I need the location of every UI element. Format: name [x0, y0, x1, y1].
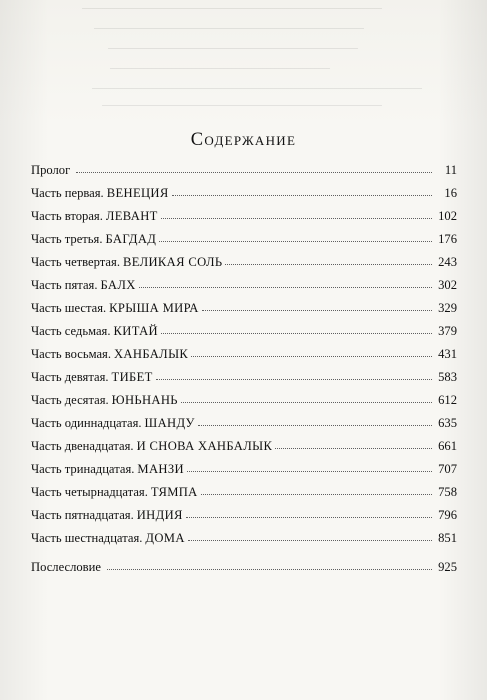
- toc-page-number: 635: [438, 416, 457, 430]
- toc-entry-name: И СНОВА ХАНБАЛЫК: [136, 439, 273, 453]
- toc-entry-label: [31, 298, 199, 318]
- toc-entry-prefix: Часть тринадцатая.: [31, 462, 135, 476]
- dot-leader: [275, 448, 432, 449]
- toc-row: [31, 252, 457, 272]
- dot-leader: [107, 569, 432, 570]
- toc-page-number: 102: [438, 209, 457, 223]
- toc-entry-prefix: Часть двенадцатая.: [31, 439, 134, 453]
- toc-entry-label: [31, 160, 73, 180]
- dot-leader: [187, 471, 432, 472]
- toc-page-number: 302: [438, 278, 457, 292]
- dot-leader: [159, 241, 432, 242]
- toc-entry-label: [31, 528, 185, 548]
- toc-row: [31, 229, 457, 249]
- toc-entry-name: ДОМА: [145, 531, 185, 545]
- toc-entry-prefix: Пролог: [31, 163, 71, 177]
- toc-entry-prefix: Послесловие: [31, 560, 101, 574]
- toc-entry-label: [31, 367, 153, 387]
- toc-entry-name: КИТАЙ: [113, 324, 158, 338]
- toc-entry-name: КРЫША МИРА: [109, 301, 199, 315]
- toc-entry-label: [31, 252, 222, 272]
- toc-row: [31, 482, 457, 502]
- toc-row: [31, 436, 457, 456]
- toc-entry-prefix: Часть одиннадцатая.: [31, 416, 142, 430]
- toc-row: [31, 298, 457, 318]
- toc-row: [31, 206, 457, 226]
- toc-page-number: 661: [438, 439, 457, 453]
- toc-entry-name: МАНЗИ: [137, 462, 184, 476]
- toc-page-number: 243: [438, 255, 457, 269]
- toc-entry-prefix: Часть восьмая.: [31, 347, 111, 361]
- toc-entry-prefix: Часть третья.: [31, 232, 103, 246]
- toc-entry-prefix: Часть первая.: [31, 186, 104, 200]
- toc-entry-prefix: Часть пятнадцатая.: [31, 508, 134, 522]
- toc-entry-prefix: Часть четырнадцатая.: [31, 485, 148, 499]
- toc-entry-prefix: Часть девятая.: [31, 370, 109, 384]
- dot-leader: [186, 517, 432, 518]
- dot-leader: [172, 195, 432, 196]
- dot-leader: [76, 172, 432, 173]
- bleed-line: [108, 48, 358, 49]
- toc-row: [31, 505, 457, 525]
- bleed-line: [82, 8, 382, 9]
- toc-entry-name: ЛЕВАНТ: [105, 209, 158, 223]
- toc-row: [31, 160, 457, 180]
- toc-entry-label: [31, 436, 272, 456]
- toc-page-number: 612: [438, 393, 457, 407]
- toc-entry-prefix: Часть четвертая.: [31, 255, 120, 269]
- toc-entry-label: [31, 229, 156, 249]
- toc-entry-name: ИНДИЯ: [136, 508, 183, 522]
- toc-entry-name: ВЕНЕЦИЯ: [106, 186, 169, 200]
- toc-page-number: 379: [438, 324, 457, 338]
- toc-entry-label: [31, 413, 195, 433]
- toc-entry-label: [31, 505, 183, 525]
- bleed-line: [110, 68, 330, 69]
- toc-row: [31, 557, 457, 577]
- toc-row: [31, 183, 457, 203]
- dot-leader: [161, 333, 432, 334]
- toc-entry-name: БАГДАД: [105, 232, 157, 246]
- toc-entry-prefix: Часть пятая.: [31, 278, 98, 292]
- toc-entry-name: БАЛХ: [100, 278, 136, 292]
- toc-entry-label: [31, 482, 198, 502]
- toc-page-number: 851: [438, 531, 457, 545]
- toc-page-number: 329: [438, 301, 457, 315]
- toc-entry-name: ТЯМПА: [150, 485, 198, 499]
- toc-entry-prefix: Часть шестая.: [31, 301, 107, 315]
- toc-row: [31, 275, 457, 295]
- dot-leader: [161, 218, 432, 219]
- dot-leader: [188, 540, 432, 541]
- toc-page-number: 431: [438, 347, 457, 361]
- dot-leader: [191, 356, 432, 357]
- bleed-line: [102, 105, 382, 106]
- toc-row: [31, 459, 457, 479]
- toc-entry-label: [31, 206, 158, 226]
- toc-entry-name: ТИБЕТ: [111, 370, 153, 384]
- toc-entry-label: [31, 459, 184, 479]
- dot-leader: [156, 379, 432, 380]
- toc-entry-label: [31, 557, 104, 577]
- toc-entry-label: [31, 321, 158, 341]
- toc-page-number: 707: [438, 462, 457, 476]
- toc-entry-label: [31, 183, 169, 203]
- toc-row: [31, 321, 457, 341]
- toc-entry-label: [31, 390, 178, 410]
- toc-entry-prefix: Часть седьмая.: [31, 324, 111, 338]
- dot-leader: [198, 425, 432, 426]
- toc-row: [31, 344, 457, 364]
- toc-entry-name: ХАНБАЛЫК: [113, 347, 189, 361]
- bleed-line: [92, 88, 422, 89]
- toc-page-number: 176: [438, 232, 457, 246]
- toc-page-number: 11: [444, 163, 457, 177]
- toc-page-number: 16: [444, 186, 457, 200]
- toc-page-number: 796: [438, 508, 457, 522]
- dot-leader: [201, 494, 432, 495]
- toc-page-number: 758: [438, 485, 457, 499]
- toc-entry-name: ВЕЛИКАЯ СОЛЬ: [122, 255, 223, 269]
- toc-page-number: 583: [438, 370, 457, 384]
- toc-row: [31, 367, 457, 387]
- toc-entry-label: [31, 344, 188, 364]
- toc-entry-prefix: Часть вторая.: [31, 209, 103, 223]
- toc-entry-prefix: Часть шестнадцатая.: [31, 531, 143, 545]
- toc-entry-label: [31, 275, 136, 295]
- toc-row: [31, 413, 457, 433]
- toc-page-number: 925: [438, 560, 457, 574]
- toc-entry-prefix: Часть десятая.: [31, 393, 109, 407]
- dot-leader: [225, 264, 432, 265]
- page-title: Содержание: [190, 130, 297, 150]
- dot-leader: [181, 402, 432, 403]
- bleed-line: [94, 28, 364, 29]
- toc-entry-name: ЮНЬНАНЬ: [111, 393, 178, 407]
- dot-leader: [202, 310, 432, 311]
- toc-row: [31, 528, 457, 548]
- reverse-page-bleed-through: [82, 0, 452, 115]
- dot-leader: [139, 287, 432, 288]
- toc-row: [31, 390, 457, 410]
- toc-entry-name: ШАНДУ: [144, 416, 195, 430]
